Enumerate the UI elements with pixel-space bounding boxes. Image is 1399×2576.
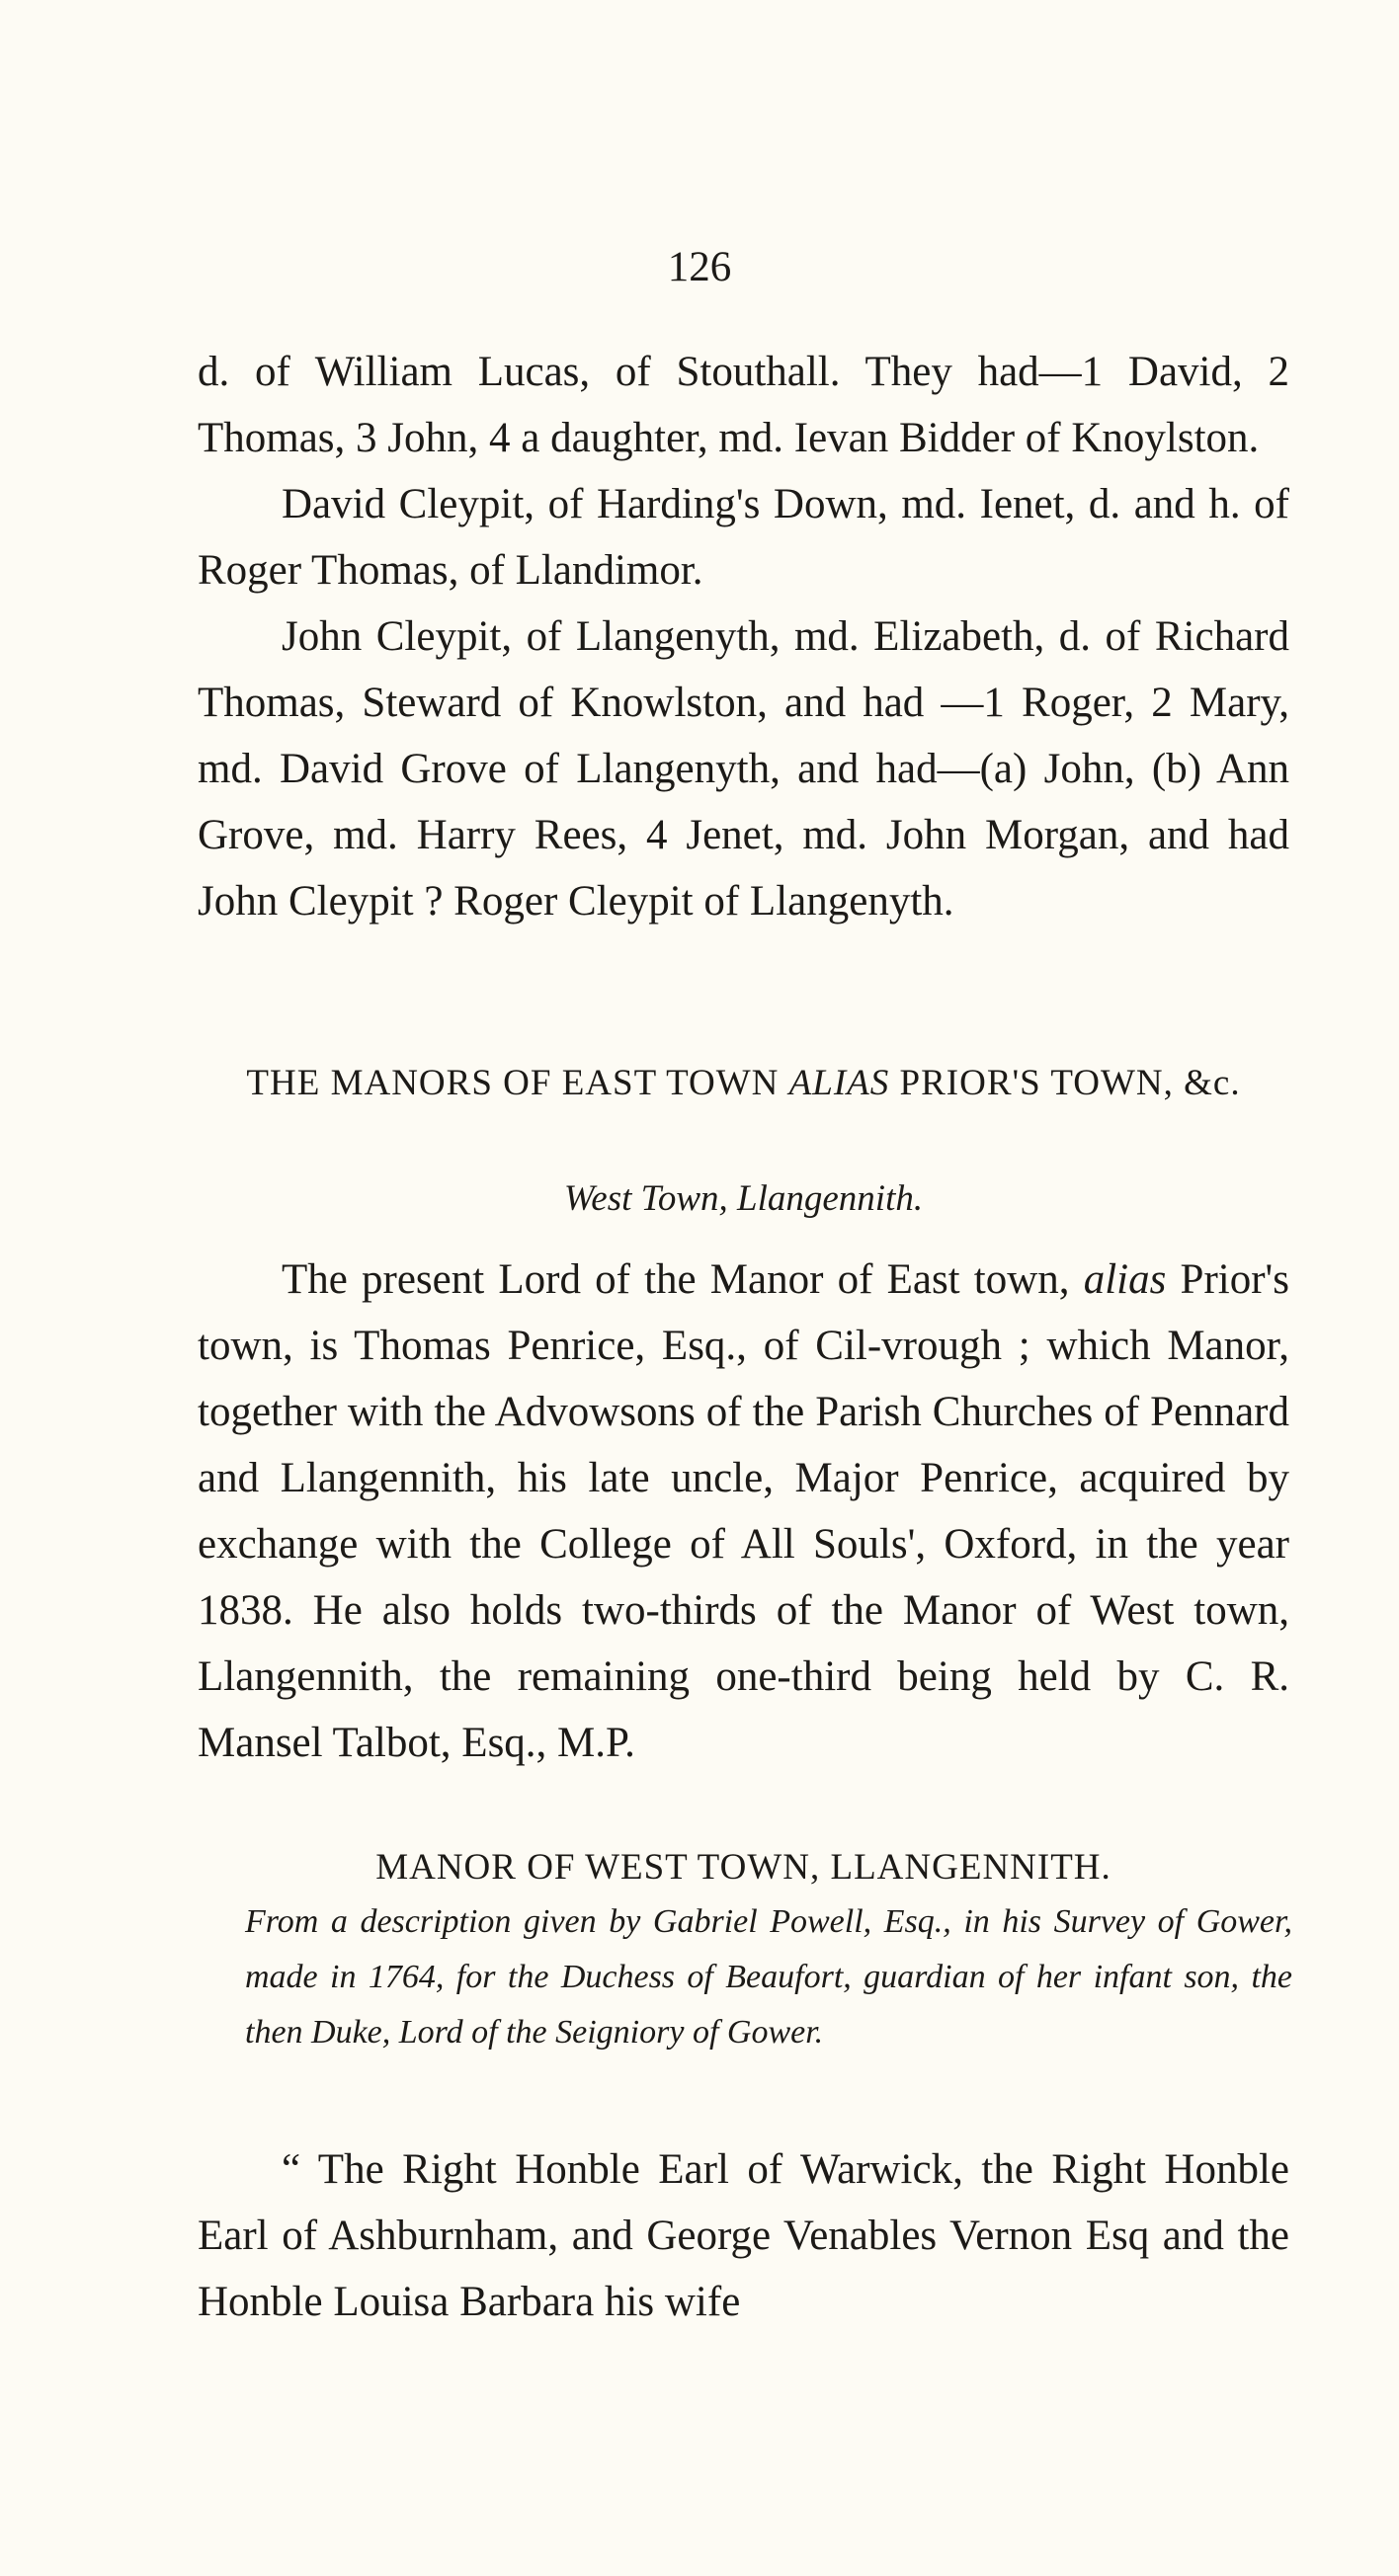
- heading-manor-west-town: MANOR OF WEST TOWN, LLANGENNITH.: [375, 1847, 1111, 1888]
- manor-lord-text: [198, 1247, 1289, 1776]
- heading-alias: ALIAS: [788, 1063, 890, 1103]
- paragraph-present-lord: [198, 1247, 1289, 1776]
- paragraph-start: The present Lord of the Manor of East town,: [282, 1256, 1084, 1303]
- paragraph-rest: Prior's town, is Thomas Penrice, Esq., of Cil-vrough ; which Manor, together with the Advowsons of the Parish Churches of Pennard and Llangennith, his late uncle, Major Penrice, acquired by exchange with the College of All Souls', Oxford, in the year 1838. He also holds two-thirds of the Manor of West town, Llangennith, the remaining one-third being held by C. R. Mansel Talbot, Esq., M.P.: [198, 1256, 1290, 1766]
- paragraph-lucas: d. of William Lucas, of Stouthall. They had—1 David, 2 Thomas, 3 John, 4 a daughter, md. Ievan Bidder of Knoylston.: [198, 349, 1289, 461]
- heading-part2: PRIOR'S TOWN, &c.: [889, 1063, 1241, 1103]
- paragraph-john-cleypit: John Cleypit, of Llangenyth, md. Elizabeth, d. of Richard Thomas, Steward of Knowlston, and had —1 Roger, 2 Mary, md. David Grove of Llangenyth, and had—(a) John, (b) Ann Grove, md. Harry Rees, 4 Jenet, md. John Morgan, and had John Cleypit ? Roger Cleypit of Llangenyth.: [198, 613, 1289, 925]
- heading-manors-east-town: [198, 1055, 1289, 1112]
- paragraph-david-cleypit: David Cleypit, of Harding's Down, md. Ienet, d. and h. of Roger Thomas, of Llandimor.: [198, 481, 1289, 594]
- survey-quote-text: [198, 2136, 1289, 2335]
- genealogy-text: [198, 339, 1289, 934]
- survey-description: From a description given by Gabriel Powell, Esq., in his Survey of Gower, made in 1764, for the Duchess of Beaufort, guardian of her infant son, the then Duke, Lord of the Seigniory of Gower.: [245, 1903, 1292, 2051]
- alias-word: alias: [1083, 1256, 1167, 1303]
- paragraph-quote: “ The Right Honble Earl of Warwick, the Right Honble Earl of Ashburnham, and George Venables Vernon Esq and the Honble Louisa Barbara his wife: [198, 2146, 1289, 2325]
- subheading-west-town: West Town, Llangennith.: [563, 1178, 924, 1219]
- page-number: 126: [667, 244, 732, 290]
- heading-part1: THE MANORS OF EAST TOWN: [246, 1063, 789, 1103]
